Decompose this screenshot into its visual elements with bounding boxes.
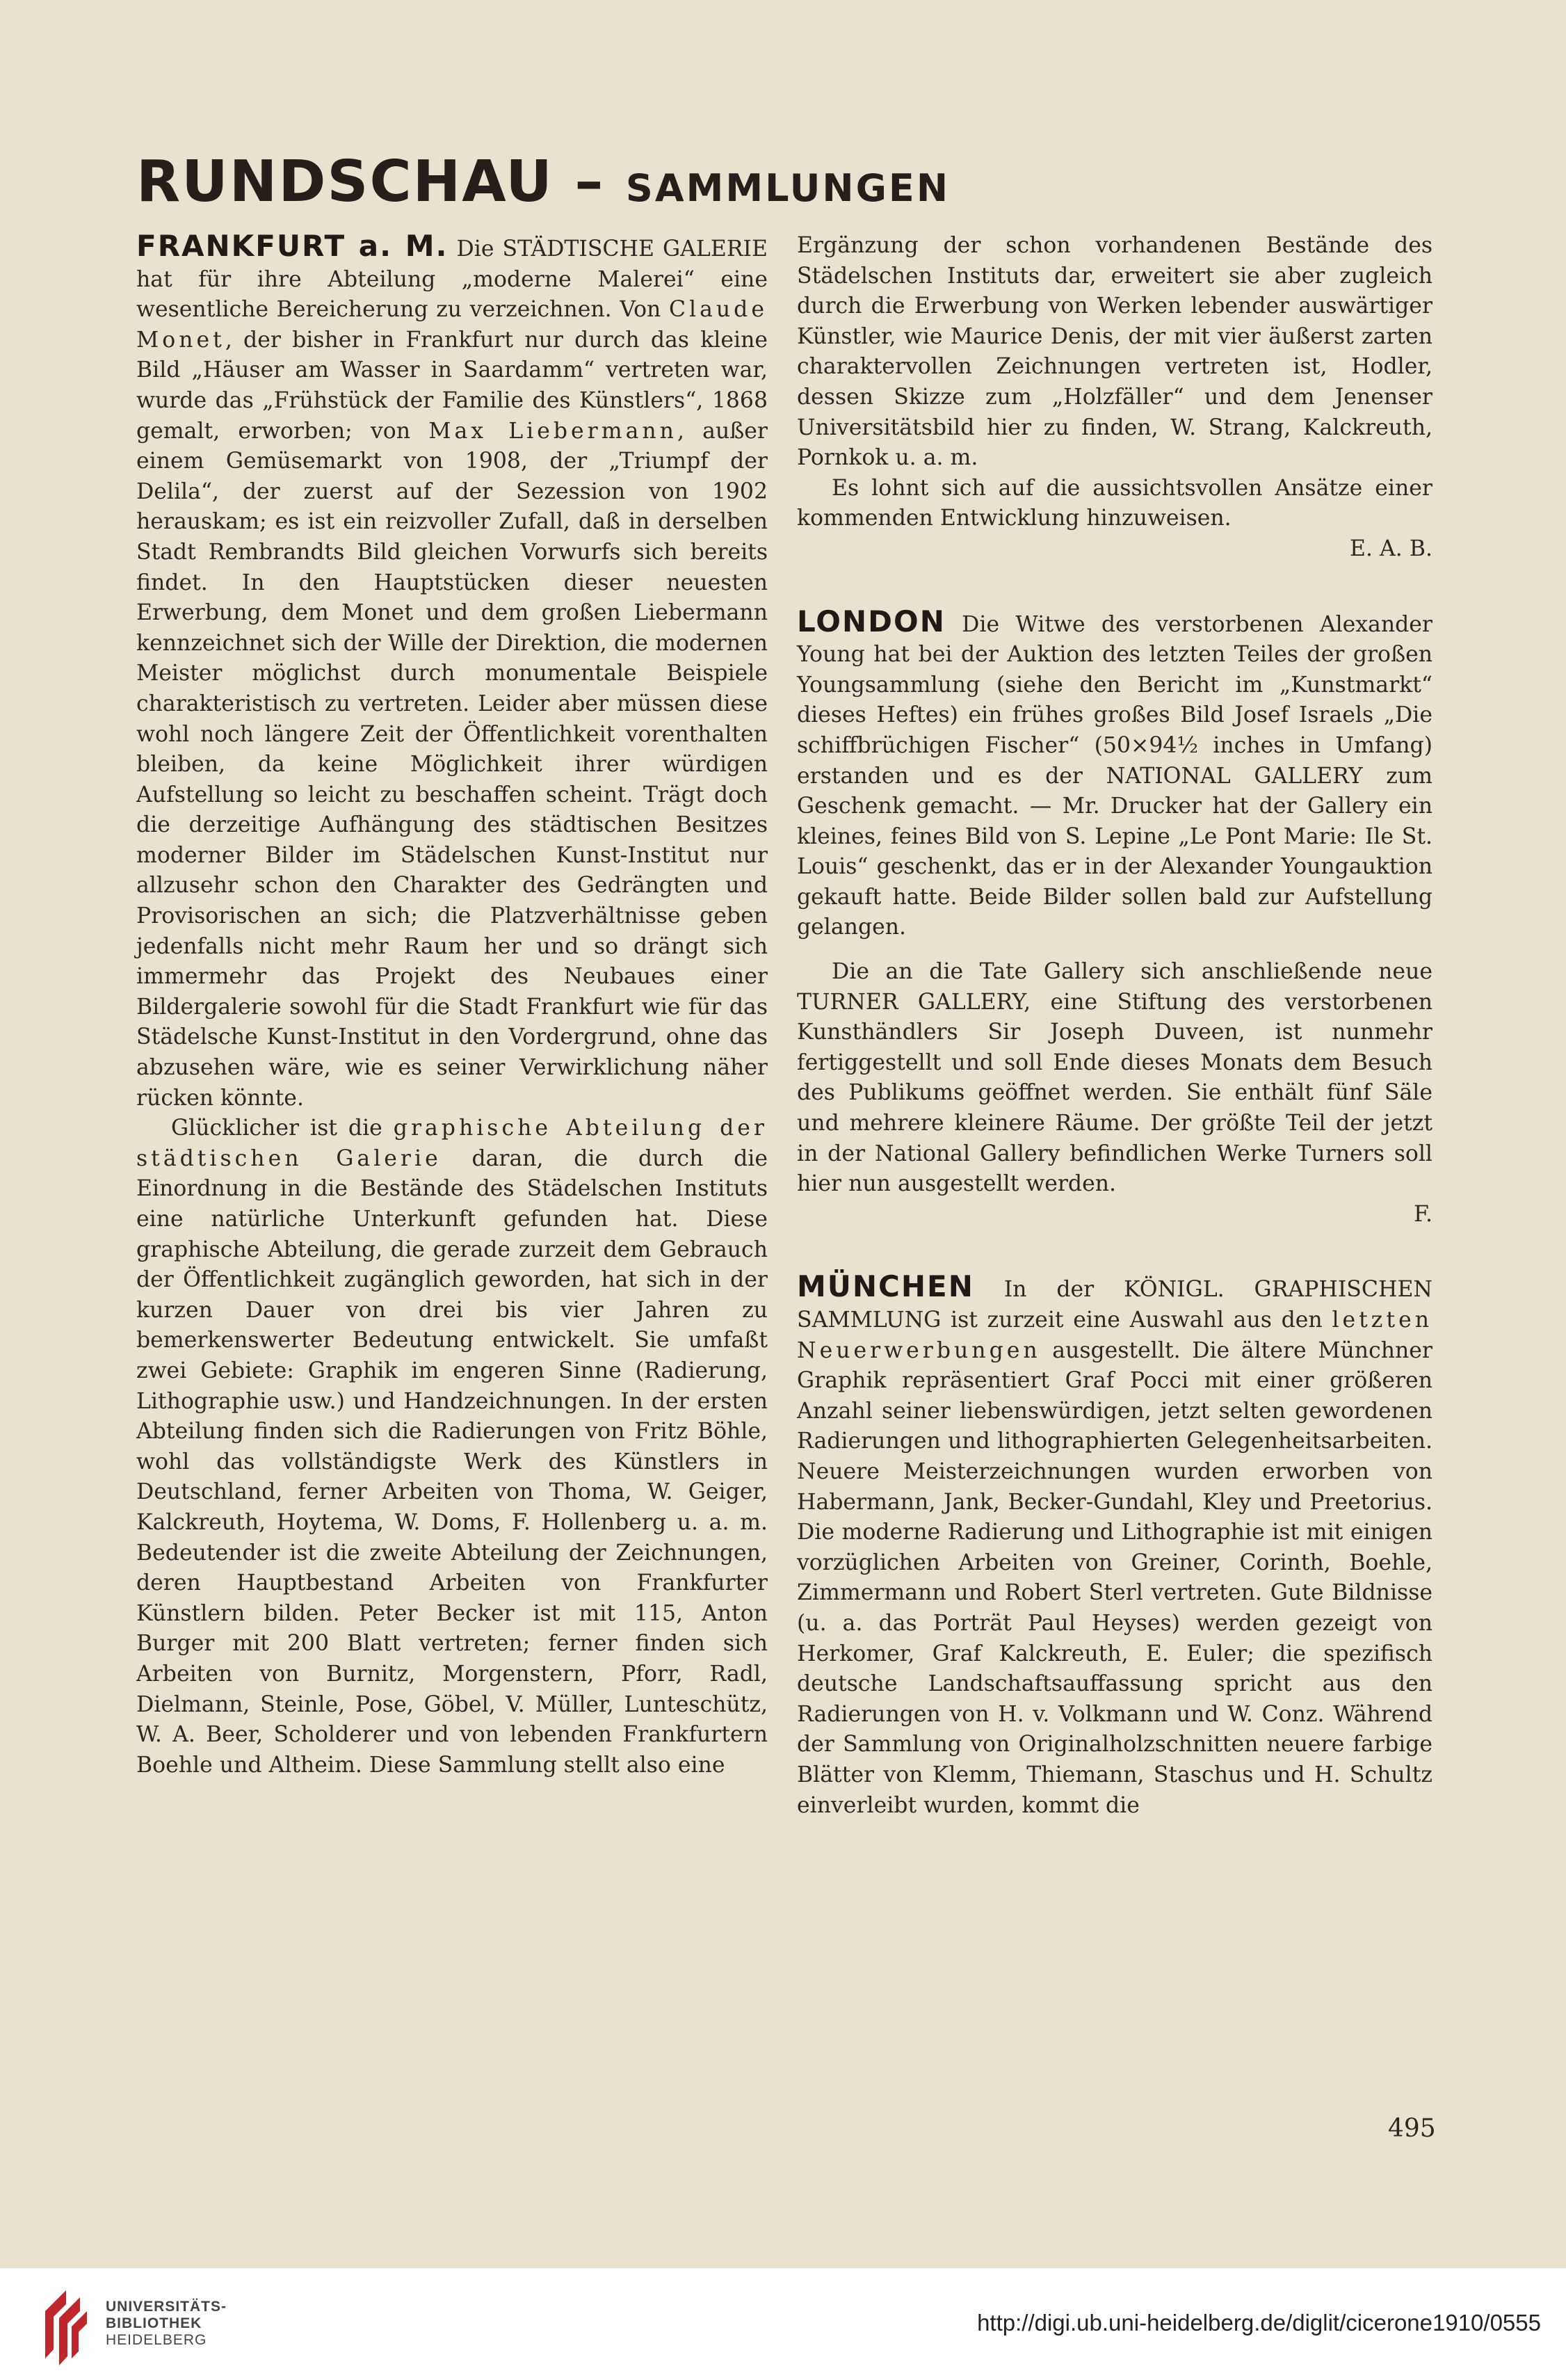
page-heading: [136, 149, 950, 215]
name-liebermann: Max Liebermann: [428, 418, 677, 444]
footer-bar: [0, 2267, 1566, 2380]
graphics-text-2: daran, die durch die Einordnung in die Bestände des Städelschen Instituts eine natürliche Unterkunft gefunden hat. Diese graphische Abteilung, die gerade zurzeit dem Gebrauch der Öffentlichkeit zugänglich geworden, hat sich in der kurzen Dauer von drei bis vier Jahren zu bemerkenswerter Bedeutung entwickelt. Sie umfaßt zwei Gebiete: Graphik im engeren Sinne (Radierung, Lithographie usw.) und Handzeichnungen. In der ersten Abteilung finden sich die Radierungen von Fritz Böhle, wohl das vollständigste Werk des Künstlers in Deutschland, ferner Arbeiten von Thoma, W. Geiger, Kalckreuth, Hoytema, W. Doms, F. Hollenberg u. a. m. Bedeutender ist die zweite Abteilung der Zeichnungen, deren Hauptbestand Arbeiten von Frankfurter Künstlern bilden. Peter Becker ist mit 115, Anton Burger mit 200 Blatt vertreten; ferner finden sich Arbeiten von Burnitz, Morgenstern, Pforr, Radl, Dielmann, Steinle, Pose, Göbel, V. Müller, Luntеschütz, W. A. Beer, Scholderer und von lebenden Frankfurtern Boehle und Altheim. Diese Sammlung stellt also eine: [136, 1145, 768, 1778]
library-logo-icon[interactable]: [38, 2283, 92, 2367]
heading-main: RUNDSCHAU: [136, 149, 554, 215]
name-monet: Claude Monet: [136, 297, 768, 353]
munich-text-1: In der KÖNIGL. GRAPHISCHEN SAMMLUNG ist zurzeit eine Auswahl aus den: [797, 1277, 1432, 1333]
signature-eab: E. A. B.: [1350, 536, 1432, 561]
heading-sub: SAMMLUNGEN: [625, 166, 951, 210]
signature-f: F.: [1414, 1201, 1432, 1227]
city-frankfurt: FRANKFURT a. M.: [136, 229, 449, 263]
left-column: [136, 231, 768, 1780]
munich-spaced: letzten Neuerwerbungen: [797, 1308, 1432, 1363]
heading-dash: –: [553, 149, 626, 215]
outlook-paragraph: Es lohnt sich auf die aussichtsvollen Ansätze einer kommenden Entwicklung hinzuweisen.: [797, 475, 1432, 531]
page-number: 495: [1388, 2114, 1436, 2143]
graphics-spaced: graphische Abteilung der städtischen Galerie: [136, 1116, 768, 1171]
right-column: [797, 231, 1432, 1821]
munich-text-2: ausgestellt. Die ältere Münchner Graphik repräsentiert Graf Pocci mit einer größeren Anzahl seiner liebenswürdigen, jetzt selten gewordenen Radierungen und lithographierten Gelegenheitsarbeiten. Neuere Meisterzeichnungen wurden erworben von Habermann, Jank, Becker-Gundahl, Kley und Preetorius. Die moderne Radierung und Lithographie ist mit einigen vorzüglichen Arbeiten von Greiner, Corinth, Boehle, Zimmermann und Robert Sterl vertreten. Gute Bildnisse (u. a. das Porträt Paul Heyses) werden gezeigt von Herkomer, Graf Kalckreuth, E. Euler; die spezifisch deutsche Landschaftsauffassung spricht aus den Radierungen von H. v. Volkmann und W. Conz. Während der Sammlung von Originalholzschnitten neuere farbige Blätter von Klemm, Thiemann, Staschus und H. Schultz einverleibt wurden, kommt die: [797, 1337, 1432, 1818]
city-london: LONDON: [797, 604, 946, 638]
city-munich: MÜNCHEN: [797, 1269, 974, 1304]
logo-line-1: UNIVERSITÄTS-: [106, 2299, 227, 2315]
frankfurt-paragraph: [136, 231, 768, 1113]
graphics-paragraph: [136, 1113, 768, 1780]
frankfurt-text-3: , außer einem Gemüsemarkt von 1908, der „Triumpf der Delila“, der zuerst auf der Sezession von 1902 herauskam; es ist ein reizvoller Zufall, daß in derselben Stadt Rembrandts Bild gleichen Vorwurfs sich bereits findet. In den Hauptstücken dieser neuesten Erwerbung, dem Monet und dem großen Liebermann kennzeichnet sich der Wille der Direktion, die modernen Meister möglichst durch monumentale Beispiele charakteristisch zu vertreten. Leider aber müssen diese wohl noch längere Zeit der Öffentlichkeit vorenthalten bleiben, da keine Möglichkeit ihrer würdigen Aufstellung so leicht zu beschaffen scheint. Trägt doch die derzeitige Aufhängung des städtischen Besitzes moderner Bilder im Städelschen Kunst-Institut nur allzusehr schon den Charakter des Gedrängten und Provisorischen an sich; die Platzverhältnisse geben jedenfalls nicht mehr Raum her und so drängt sich immermehr das Projekt des Neubaues einer Bildergalerie sowohl für die Stadt Frankfurt wie für das Städelsche Kunst-Institut in den Vordergrund, ohne das abzusehen wäre, wie es seiner Verwirklichung näher rücken könnte.: [136, 418, 768, 1111]
logo-line-2: BIBLIOTHEK: [106, 2315, 202, 2331]
london-text: Die Witwe des verstorbenen Alexander Young hat bei der Auktion des letzten Teiles der großen Youngsammlung (siehe den Bericht im „Kunstmarkt“ dieses Heftes) ein frühes großes Bild Josef Israels „Die schiffbrüchigen Fischer“ (50×94½ inches in Umfang) erstanden und es der NATIONAL GALLERY zum Geschenk gemacht. — Mr. Drucker hat der Gallery ein kleines, feines Bild von S. Lepine „Le Pont Marie: Ile St. Louis“ geschenkt, das er in der Alexander Youngauktion gekauft hatte. Beide Bilder sollen bald zur Aufstellung gelangen.: [797, 611, 1432, 940]
turner-paragraph: Die an die Tate Gallery sich anschließende neue TURNER GALLERY, eine Stiftung des verstorbenen Kunsthändlers Sir Joseph Duveen, ist nunmehr fertiggestellt und soll Ende dieses Monats dem Besuch des Publikums geöffnet werden. Sie enthält fünf Säle und mehrere kleinere Räume. Der größte Teil der jetzt in der National Gallery befindlichen Werke Turners soll hier nun ausgestellt werden.: [797, 959, 1432, 1197]
munich-paragraph: [797, 1271, 1432, 1821]
source-url-link[interactable]: http://digi.ub.uni-heidelberg.de/diglit/cicerone1910/0555: [977, 2310, 1541, 2335]
graphics-text-1: Glücklicher ist die: [171, 1116, 394, 1141]
frankfurt-text-1: Die STÄDTISCHE GALERIE hat für ihre Abteilung „moderne Malerei“ eine wesentliche Bereicherung zu verzeichnen. Von: [136, 236, 768, 323]
london-paragraph: [797, 606, 1432, 944]
continuation-paragraph: Ergänzung der schon vorhandenen Bestände des Städelschen Instituts dar, erweitert sie aber zugleich durch die Erwerbung von Werken lebender auswärtiger Künstler, wie Maurice Denis, der mit vier äußerst zarten charaktervollen Zeichnungen vertreten ist, Hodler, dessen Skizze zum „Holzfäller“ und dem Jenenser Universitätsbild hier zu finden, W. Strang, Kalckreuth, Pornkok u. a. m.: [797, 233, 1432, 471]
logo-line-3: HEIDELBERG: [106, 2332, 207, 2348]
library-name: [106, 2299, 227, 2349]
frankfurt-text-2: , der bisher in Frankfurt nur durch das kleine Bild „Häuser am Wasser in Saardamm“ vertreten war, wurde das „Frühstück der Familie des Künstlers“, 1868 gemalt, erworben; von: [136, 327, 768, 444]
